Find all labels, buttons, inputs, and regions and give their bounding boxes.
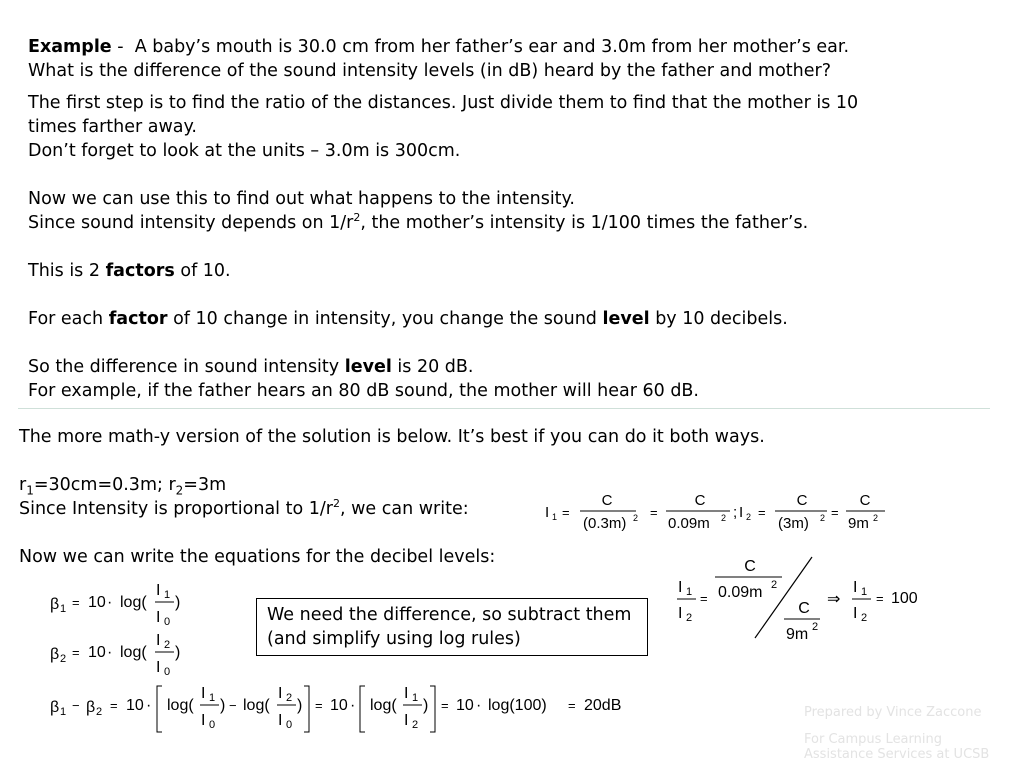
svg-text:I: I: [678, 605, 683, 622]
svg-text:C: C: [859, 492, 871, 509]
svg-text:=: =: [758, 505, 766, 520]
svg-text:1: 1: [209, 692, 216, 704]
svg-text:0: 0: [164, 616, 171, 628]
svg-text:20dB: 20dB: [584, 697, 622, 714]
svg-text:β: β: [50, 596, 60, 613]
svg-text:I: I: [853, 605, 858, 622]
svg-text:2: 2: [686, 612, 693, 624]
svg-text:1: 1: [861, 586, 868, 598]
svg-text:2: 2: [771, 579, 778, 591]
svg-text:9m: 9m: [848, 515, 869, 532]
svg-text:=: =: [568, 698, 576, 713]
svg-text:log(: log(: [120, 644, 147, 661]
svg-text:9m: 9m: [786, 626, 809, 643]
svg-text:0.09m: 0.09m: [668, 515, 710, 532]
subtract-note-box: We need the difference, so subtract them (and simplify using log rules): [256, 598, 648, 656]
svg-text:1: 1: [60, 706, 67, 718]
svg-text:=: =: [441, 698, 449, 713]
svg-text:I: I: [201, 712, 206, 729]
svg-text:0: 0: [164, 666, 171, 678]
example-problem: [28, 35, 849, 83]
svg-text:2: 2: [873, 513, 879, 523]
svg-text:1: 1: [686, 586, 693, 598]
svg-text:): ): [175, 644, 181, 661]
svg-text:): ): [175, 594, 181, 611]
svg-text:2: 2: [412, 719, 419, 731]
svg-text:): ): [220, 697, 226, 714]
example-line-2: What is the difference of the sound intensity levels (in dB) heard by the father and mother?: [28, 61, 832, 81]
svg-text:100: 100: [891, 590, 918, 607]
svg-text:2: 2: [721, 513, 727, 523]
intensity-equations: [540, 486, 900, 536]
svg-text:I: I: [156, 659, 161, 676]
example-line-1: Example - A baby’s mouth is 30.0 cm from her father’s ear and 3.0m from her mother’s ear.: [28, 37, 850, 57]
svg-text:β: β: [50, 699, 60, 716]
svg-text:=: =: [110, 698, 118, 713]
svg-text:−: −: [229, 698, 237, 713]
svg-text:10: 10: [126, 697, 144, 714]
svg-text:log(: log(: [120, 594, 147, 611]
svg-text:C: C: [694, 492, 706, 509]
svg-text:1: 1: [164, 589, 171, 601]
credits: Prepared by Vince Zaccone For Campus Learning Assistance Services at UCSB: [804, 705, 990, 762]
svg-text:10: 10: [330, 697, 348, 714]
svg-text:=: =: [72, 645, 80, 660]
svg-text:0.09m: 0.09m: [718, 584, 763, 601]
svg-text:I: I: [853, 579, 858, 596]
svg-text:I: I: [404, 685, 409, 702]
svg-text:(3m): (3m): [778, 515, 809, 532]
svg-text:2: 2: [60, 653, 67, 665]
svg-text:I: I: [201, 685, 206, 702]
svg-text:2: 2: [633, 513, 639, 523]
svg-text:−: −: [72, 698, 80, 713]
solution-text: The first step is to find the ratio of the distances. Just divide them to find that the mother is 10 times farther away. Don’t forget to look at the units – 3.0m is 300cm. Now we can use this to find out what happens to the intensity. Since sound intensity depends on $1/r^2$, the mother’s intensity is 1/100 times the father’s. This is 2 factors of 10. For each factor of 10 change in intensity, you change the sound level by 10 decibels. So the difference in sound intensity level is 20 dB. For example, if the father hears an 80 dB sound, the mother will hear 60 dB.: [28, 93, 859, 401]
svg-text:log(: log(: [243, 697, 270, 714]
radius-values: $r_1=30cm=0.3m$; $r_2=3m$: [19, 475, 227, 498]
svg-text:=: =: [315, 698, 323, 713]
example-label: Example: [28, 37, 112, 57]
svg-text:(0.3m): (0.3m): [583, 515, 627, 532]
svg-text:β: β: [86, 699, 96, 716]
svg-text:I: I: [278, 685, 283, 702]
svg-text:): ): [423, 697, 429, 714]
svg-text:): ): [297, 697, 303, 714]
svg-text:I: I: [404, 712, 409, 729]
svg-text:2: 2: [746, 512, 752, 522]
svg-text:·: ·: [146, 697, 152, 714]
svg-text:·: ·: [107, 644, 113, 661]
svg-text:⇒: ⇒: [827, 591, 841, 608]
svg-text:C: C: [744, 558, 756, 575]
svg-text:=: =: [562, 505, 570, 520]
svg-text:I: I: [278, 712, 283, 729]
beta-equations: [40, 576, 660, 736]
svg-text:0: 0: [286, 719, 293, 731]
svg-text:2: 2: [820, 513, 826, 523]
svg-text:=: =: [650, 505, 658, 520]
svg-text:=: =: [831, 505, 839, 520]
svg-text:10: 10: [88, 644, 106, 661]
svg-text:2: 2: [164, 639, 171, 651]
svg-text:10: 10: [456, 697, 474, 714]
proportional-line: Since Intensity is proportional to $1/r^2$, we can write:: [19, 497, 469, 519]
svg-text:;: ;: [733, 504, 738, 521]
svg-text:I: I: [156, 609, 161, 626]
svg-text:2: 2: [96, 706, 103, 718]
svg-text:·: ·: [476, 697, 482, 714]
svg-text:1: 1: [552, 512, 558, 522]
svg-text:2: 2: [286, 692, 293, 704]
svg-text:10: 10: [88, 594, 106, 611]
svg-text:·: ·: [350, 697, 356, 714]
svg-text:C: C: [798, 600, 810, 617]
svg-text:1: 1: [412, 692, 419, 704]
svg-text:0: 0: [209, 719, 216, 731]
svg-text:β: β: [50, 646, 60, 663]
svg-text:log(100): log(100): [488, 697, 547, 714]
svg-text:I: I: [156, 632, 161, 649]
svg-text:C: C: [796, 492, 808, 509]
svg-text:=: =: [72, 595, 80, 610]
svg-text:C: C: [601, 492, 613, 509]
svg-text:=: =: [876, 591, 884, 606]
svg-text:=: =: [700, 591, 708, 606]
svg-text:1: 1: [60, 603, 67, 615]
svg-text:2: 2: [861, 612, 868, 624]
svg-text:·: ·: [107, 594, 113, 611]
svg-text:I: I: [678, 579, 683, 596]
svg-text:log(: log(: [370, 697, 397, 714]
section-divider: [18, 408, 990, 409]
svg-text:2: 2: [812, 621, 819, 633]
ratio-equation: [670, 552, 930, 652]
svg-text:I: I: [545, 504, 550, 521]
svg-text:I: I: [739, 504, 744, 521]
decibel-intro: Now we can write the equations for the decibel levels:: [19, 547, 496, 567]
svg-text:log(: log(: [167, 697, 194, 714]
svg-text:I: I: [156, 582, 161, 599]
math-intro: The more math-y version of the solution is below. It’s best if you can do it both ways. $r_1=30cm=0.3m$; $r_2=3m$ Since Intensity is proportional to $1/r^2$, we can write: Now we can write the equations for the decibel levels:: [19, 427, 765, 567]
